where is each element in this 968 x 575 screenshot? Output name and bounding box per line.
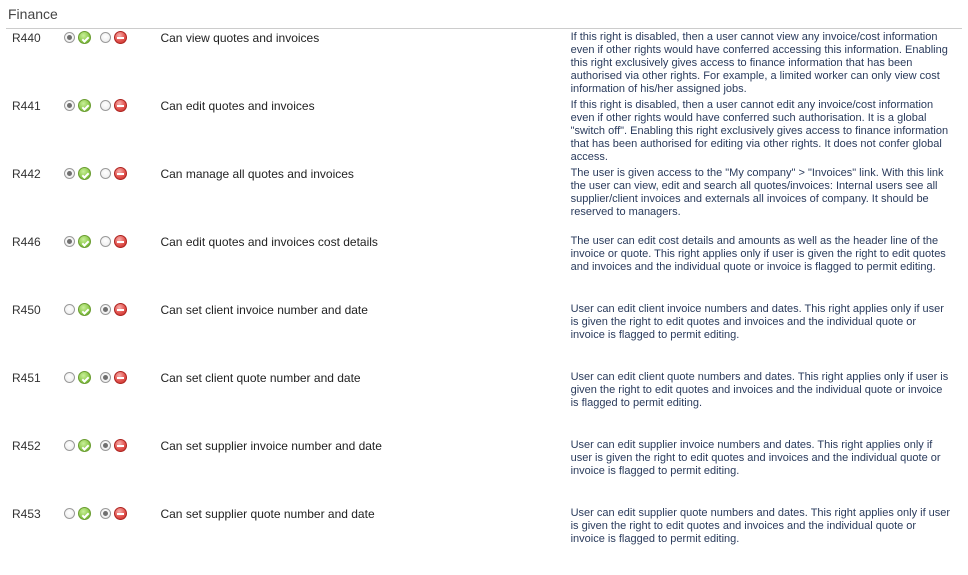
allow-radio[interactable] <box>64 508 75 519</box>
green-check-icon <box>78 235 91 248</box>
right-code-cell <box>0 167 64 235</box>
right-code-cell <box>0 507 64 575</box>
right-description: If this right is disabled, then a user cannot view any invoice/cost information even if other rights would have conferred accessing this information. Enabling this right exclusively gives access to finance information that has been authorised via other rights. For example, a limited worker can only view cost information of his/her assigned jobs. <box>570 31 948 95</box>
table-row <box>0 303 962 371</box>
allow-radio[interactable] <box>64 440 75 451</box>
right-label: Can set supplier invoice number and date <box>160 439 382 453</box>
right-description: User can edit client invoice numbers and dates. This right applies only if user is given the right to edit quotes and invoices and the individual quote or invoice is flagged to permit editing. <box>570 303 944 341</box>
red-minus-icon <box>114 31 127 44</box>
green-check-icon <box>78 99 91 112</box>
right-code-cell <box>0 371 64 439</box>
red-minus-icon <box>114 507 127 520</box>
allow-radio[interactable] <box>64 372 75 383</box>
deny-radio[interactable] <box>100 508 111 519</box>
right-code: R446 <box>12 235 41 249</box>
deny-radio[interactable] <box>100 372 111 383</box>
right-code: R452 <box>12 439 41 453</box>
right-label-cell <box>154 371 570 439</box>
permission-radio-group <box>64 507 155 575</box>
allow-radio[interactable] <box>64 168 75 179</box>
right-description: User can edit supplier invoice numbers and dates. This right applies only if user is given the right to edit quotes and invoices and the individual quote or invoice is flagged to permit editing. <box>570 439 941 477</box>
right-description-cell <box>571 507 962 575</box>
right-label: Can view quotes and invoices <box>160 31 320 45</box>
right-description: The user can edit cost details and amounts as well as the header line of the invoice or quote. This right applies only if user is given the right to edit quotes and invoices and the individual quote or invoice is flagged to permit editing. <box>570 235 946 273</box>
right-code: R451 <box>12 371 41 385</box>
right-description: User can edit supplier quote numbers and dates. This right applies only if user is given the right to edit quotes and invoices and the individual quote or invoice is flagged to permit editing. <box>570 507 951 545</box>
table-row <box>0 371 962 439</box>
right-code: R450 <box>12 303 41 317</box>
right-description: The user is given access to the "My company" > "Invoices" link. With this link the user can view, edit and search all quotes/invoices: Internal users see all supplier/client invoices and externals all invoices of company. It should be reserved to managers. <box>570 167 944 218</box>
right-label-cell <box>154 167 570 235</box>
right-label-cell <box>154 99 570 167</box>
permission-radio-group <box>64 303 155 371</box>
right-code-cell <box>0 31 64 99</box>
header-divider <box>6 28 962 29</box>
right-description-cell <box>571 235 962 303</box>
green-check-icon <box>78 31 91 44</box>
permission-radio-group <box>64 99 155 167</box>
table-row <box>0 99 962 167</box>
deny-radio[interactable] <box>100 168 111 179</box>
table-row <box>0 31 962 99</box>
permission-radio-group <box>64 167 155 235</box>
right-code-cell <box>0 99 64 167</box>
right-toggle-cell <box>64 303 155 371</box>
right-label: Can set supplier quote number and date <box>160 507 375 521</box>
allow-radio[interactable] <box>64 236 75 247</box>
permission-radio-group <box>64 31 155 99</box>
green-check-icon <box>78 507 91 520</box>
right-toggle-cell <box>64 507 155 575</box>
right-code: R442 <box>12 167 41 181</box>
right-description-cell <box>571 99 962 167</box>
right-label: Can edit quotes and invoices cost details <box>160 235 378 249</box>
right-toggle-cell <box>64 235 155 303</box>
permission-radio-group <box>64 371 155 439</box>
right-label: Can set client quote number and date <box>160 371 361 385</box>
right-description-cell <box>571 167 962 235</box>
right-label-cell <box>154 31 570 99</box>
rights-table <box>0 31 962 575</box>
red-minus-icon <box>114 371 127 384</box>
allow-radio[interactable] <box>64 100 75 111</box>
right-code: R440 <box>12 31 41 45</box>
green-check-icon <box>78 303 91 316</box>
right-description-cell <box>571 439 962 507</box>
deny-radio[interactable] <box>100 32 111 43</box>
red-minus-icon <box>114 99 127 112</box>
permission-radio-group <box>64 235 155 303</box>
green-check-icon <box>78 167 91 180</box>
right-toggle-cell <box>64 99 155 167</box>
red-minus-icon <box>114 167 127 180</box>
right-code: R441 <box>12 99 41 113</box>
right-label: Can set client invoice number and date <box>160 303 368 317</box>
table-row <box>0 507 962 575</box>
permission-radio-group <box>64 439 155 507</box>
right-label: Can manage all quotes and invoices <box>160 167 354 181</box>
red-minus-icon <box>114 235 127 248</box>
right-toggle-cell <box>64 167 155 235</box>
right-code: R453 <box>12 507 41 521</box>
right-toggle-cell <box>64 31 155 99</box>
right-toggle-cell <box>64 439 155 507</box>
right-code-cell <box>0 235 64 303</box>
allow-radio[interactable] <box>64 304 75 315</box>
right-label-cell <box>154 439 570 507</box>
right-description: If this right is disabled, then a user cannot edit any invoice/cost information even if other rights would have conferred such authorisation. It is a global "switch off". Enabling this right exclusively gives access to finance information that has been authorised for editing via other rights. It does not confer global access. <box>570 99 949 163</box>
right-label: Can edit quotes and invoices <box>160 99 315 113</box>
right-code-cell <box>0 439 64 507</box>
right-description-cell <box>571 303 962 371</box>
deny-radio[interactable] <box>100 304 111 315</box>
deny-radio[interactable] <box>100 236 111 247</box>
right-label-cell <box>154 235 570 303</box>
deny-radio[interactable] <box>100 100 111 111</box>
table-row <box>0 439 962 507</box>
table-row <box>0 167 962 235</box>
right-description: User can edit client quote numbers and dates. This right applies only if user is given the right to edit quotes and invoices and the individual quote or invoice is flagged to permit editing. <box>570 371 949 409</box>
red-minus-icon <box>114 439 127 452</box>
right-description-cell <box>571 31 962 99</box>
right-label-cell <box>154 507 570 575</box>
right-description-cell <box>571 371 962 439</box>
page-title: Finance <box>8 6 58 22</box>
red-minus-icon <box>114 303 127 316</box>
right-code-cell <box>0 303 64 371</box>
right-toggle-cell <box>64 371 155 439</box>
green-check-icon <box>78 371 91 384</box>
green-check-icon <box>78 439 91 452</box>
deny-radio[interactable] <box>100 440 111 451</box>
right-label-cell <box>154 303 570 371</box>
table-row <box>0 235 962 303</box>
allow-radio[interactable] <box>64 32 75 43</box>
